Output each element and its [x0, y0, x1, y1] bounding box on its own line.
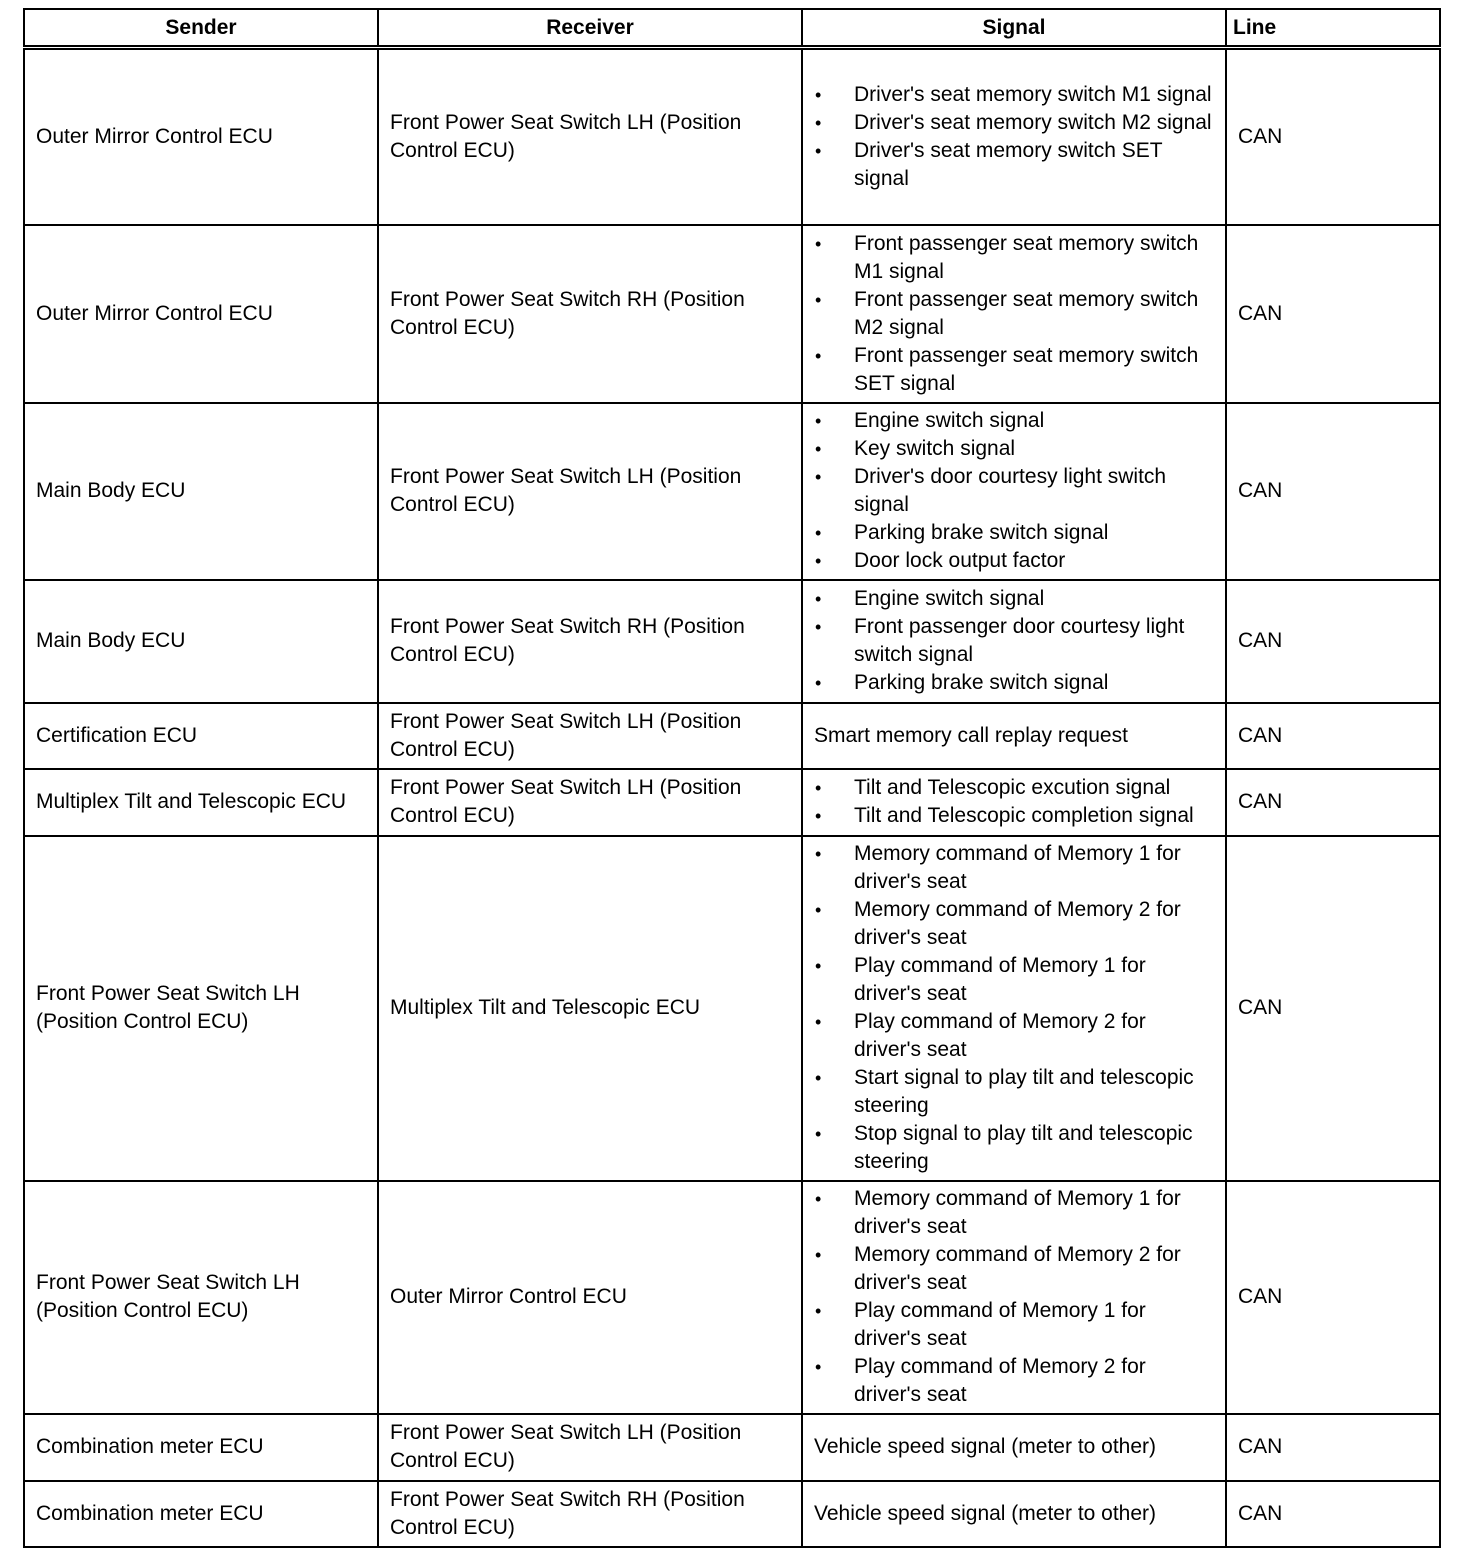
- signal-list-item: • Memory command of Memory 1 for driver's seat: [814, 840, 1214, 896]
- header-sender: Sender: [24, 9, 378, 48]
- signal-cell: Vehicle speed signal (meter to other): [802, 1414, 1226, 1481]
- sender-cell: Main Body ECU: [24, 580, 378, 703]
- table-row: [24, 580, 1440, 703]
- signal-list: [814, 407, 1214, 575]
- receiver-cell: Outer Mirror Control ECU: [378, 1181, 802, 1414]
- signal-list-item: • Front passenger door courtesy light switch signal: [814, 613, 1214, 669]
- table-row: [24, 48, 1440, 225]
- signal-list-item: • Parking brake switch signal: [814, 519, 1214, 547]
- signal-list-item: • Memory command of Memory 2 for driver's seat: [814, 1241, 1214, 1297]
- signal-list-item: • Memory command of Memory 2 for driver's seat: [814, 896, 1214, 952]
- signal-list-item: • Front passenger seat memory switch M1 signal: [814, 230, 1214, 286]
- signal-list-item: • Stop signal to play tilt and telescopic steering: [814, 1120, 1214, 1176]
- receiver-cell: Front Power Seat Switch RH (Position Control ECU): [378, 225, 802, 403]
- signal-list-item: • Tilt and Telescopic excution signal: [814, 774, 1214, 802]
- signal-list-item: • Door lock output factor: [814, 547, 1214, 575]
- signal-list-item: • Driver's seat memory switch M1 signal: [814, 81, 1214, 109]
- signal-list-item: • Play command of Memory 1 for driver's seat: [814, 952, 1214, 1008]
- line-cell: CAN: [1226, 580, 1440, 703]
- sender-cell: Combination meter ECU: [24, 1414, 378, 1481]
- receiver-cell: Multiplex Tilt and Telescopic ECU: [378, 836, 802, 1181]
- signal-list-item: • Engine switch signal: [814, 585, 1214, 613]
- signal-list-item: • Key switch signal: [814, 435, 1214, 463]
- signal-list-item: • Engine switch signal: [814, 407, 1214, 435]
- sender-cell: Main Body ECU: [24, 403, 378, 580]
- receiver-cell: Front Power Seat Switch LH (Position Control ECU): [378, 703, 802, 769]
- signal-cell: [802, 580, 1226, 703]
- signal-list-item: • Front passenger seat memory switch SET signal: [814, 342, 1214, 398]
- signal-cell: [802, 769, 1226, 836]
- line-cell: CAN: [1226, 769, 1440, 836]
- table-row: [24, 769, 1440, 836]
- sender-cell: Certification ECU: [24, 703, 378, 769]
- signal-list-item: • Play command of Memory 1 for driver's seat: [814, 1297, 1214, 1353]
- table-row: [24, 703, 1440, 769]
- table-row: [24, 836, 1440, 1181]
- signal-cell: [802, 1181, 1226, 1414]
- signal-cell: Smart memory call replay request: [802, 703, 1226, 769]
- line-cell: CAN: [1226, 703, 1440, 769]
- signal-list: [814, 81, 1214, 193]
- receiver-cell: Front Power Seat Switch LH (Position Control ECU): [378, 48, 802, 225]
- signal-cell: [802, 403, 1226, 580]
- signal-cell: Vehicle speed signal (meter to other): [802, 1481, 1226, 1547]
- signal-cell: [802, 48, 1226, 225]
- sender-cell: Multiplex Tilt and Telescopic ECU: [24, 769, 378, 836]
- line-cell: CAN: [1226, 1414, 1440, 1481]
- receiver-cell: Front Power Seat Switch LH (Position Control ECU): [378, 1414, 802, 1481]
- signal-list-item: • Start signal to play tilt and telescopic steering: [814, 1064, 1214, 1120]
- line-cell: CAN: [1226, 836, 1440, 1181]
- line-cell: CAN: [1226, 1181, 1440, 1414]
- signal-list-item: • Play command of Memory 2 for driver's seat: [814, 1353, 1214, 1409]
- signal-list-item: • Parking brake switch signal: [814, 669, 1214, 697]
- signal-cell: [802, 225, 1226, 403]
- signal-list-item: • Driver's seat memory switch SET signal: [814, 137, 1214, 193]
- table-row: [24, 225, 1440, 403]
- signal-cell: [802, 836, 1226, 1181]
- line-cell: CAN: [1226, 1481, 1440, 1547]
- signal-list: [814, 840, 1214, 1176]
- line-cell: CAN: [1226, 225, 1440, 403]
- table-body: [24, 48, 1440, 1547]
- signal-list: [814, 230, 1214, 398]
- signal-list-item: • Play command of Memory 2 for driver's seat: [814, 1008, 1214, 1064]
- signal-table: [23, 8, 1441, 1548]
- line-cell: CAN: [1226, 403, 1440, 580]
- signal-list: [814, 585, 1214, 697]
- sender-cell: Outer Mirror Control ECU: [24, 48, 378, 225]
- header-receiver: Receiver: [378, 9, 802, 48]
- signal-list-item: • Front passenger seat memory switch M2 signal: [814, 286, 1214, 342]
- header-line: Line: [1226, 9, 1440, 48]
- signal-list: [814, 1185, 1214, 1409]
- receiver-cell: Front Power Seat Switch RH (Position Control ECU): [378, 1481, 802, 1547]
- signal-list-item: • Memory command of Memory 1 for driver's seat: [814, 1185, 1214, 1241]
- receiver-cell: Front Power Seat Switch RH (Position Control ECU): [378, 580, 802, 703]
- sender-cell: Outer Mirror Control ECU: [24, 225, 378, 403]
- table-row: [24, 1481, 1440, 1547]
- table-row: [24, 403, 1440, 580]
- signal-list-item: • Driver's door courtesy light switch signal: [814, 463, 1214, 519]
- receiver-cell: Front Power Seat Switch LH (Position Control ECU): [378, 769, 802, 836]
- sender-cell: Front Power Seat Switch LH (Position Control ECU): [24, 836, 378, 1181]
- sender-cell: Combination meter ECU: [24, 1481, 378, 1547]
- receiver-cell: Front Power Seat Switch LH (Position Control ECU): [378, 403, 802, 580]
- line-cell: CAN: [1226, 48, 1440, 225]
- header-signal: Signal: [802, 9, 1226, 48]
- signal-list: [814, 774, 1214, 830]
- table-row: [24, 1181, 1440, 1414]
- signal-list-item: • Tilt and Telescopic completion signal: [814, 802, 1214, 830]
- header-row: [24, 9, 1440, 48]
- signal-list-item: • Driver's seat memory switch M2 signal: [814, 109, 1214, 137]
- sender-cell: Front Power Seat Switch LH (Position Control ECU): [24, 1181, 378, 1414]
- table-row: [24, 1414, 1440, 1481]
